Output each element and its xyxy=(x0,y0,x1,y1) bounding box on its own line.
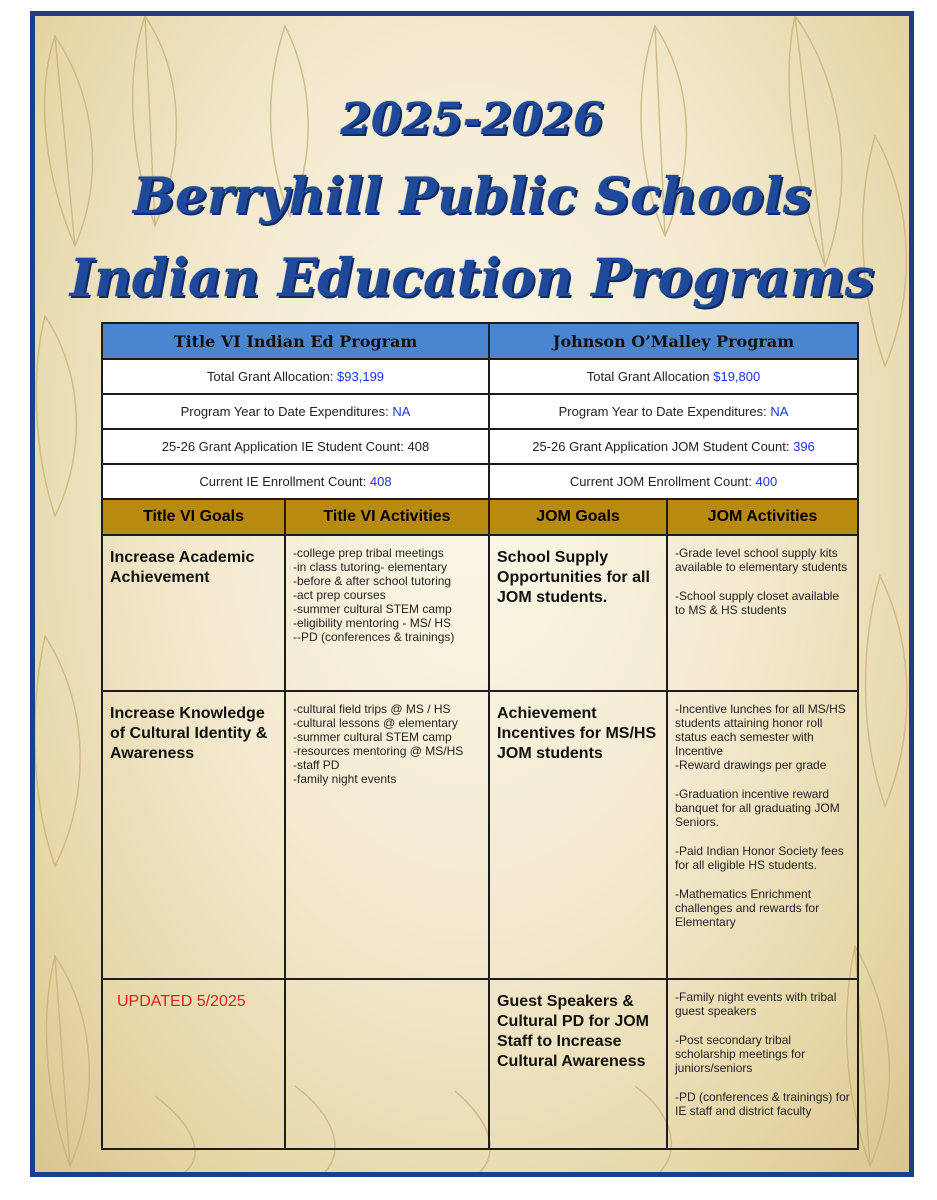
programs-table xyxy=(101,322,859,1150)
application-count-row xyxy=(102,429,858,464)
column-header-title-vi-activities: Title VI Activities xyxy=(285,499,489,535)
allocation-value: $19,800 xyxy=(713,369,761,384)
column-header-jom-activities: JOM Activities xyxy=(667,499,858,535)
allocation-label: Total Grant Allocation: xyxy=(206,369,338,384)
activity-item: -cultural field trips @ MS / HS xyxy=(293,702,451,716)
allocation-row xyxy=(102,359,858,394)
jom-program-header: Johnson O’Malley Program xyxy=(489,323,858,359)
expenditures-label: Program Year to Date Expenditures: xyxy=(558,404,771,419)
expenditures-value: NA xyxy=(770,404,789,419)
jom-goal: School Supply Opportunities for all JOM students. xyxy=(489,535,667,691)
activity-item: --PD (conferences & trainings) xyxy=(293,630,455,644)
activity-item: -family night events xyxy=(293,772,397,786)
title-vi-activities xyxy=(285,535,489,691)
activity-item: -Post secondary tribal scholarship meetings for juniors/seniors xyxy=(675,1033,806,1075)
expenditures-label: Program Year to Date Expenditures: xyxy=(180,404,393,419)
jom-goal: Guest Speakers & Cultural PD for JOM Staff to Increase Cultural Awareness xyxy=(489,979,667,1149)
enrollment-row xyxy=(102,464,858,499)
title-programs: Indian Education Programs xyxy=(69,248,875,309)
activity-item: -before & after school tutoring xyxy=(293,574,452,588)
activity-item: -PD (conferences & trainings) for IE staff and district faculty xyxy=(675,1090,850,1118)
jom-expenditures xyxy=(489,394,858,429)
activity-item: -eligibility mentoring - MS/ HS xyxy=(293,616,452,630)
goal-row xyxy=(102,535,858,691)
goal-row xyxy=(102,979,858,1149)
jom-goal: Achievement Incentives for MS/HS JOM students xyxy=(489,691,667,979)
title-vi-goal: Increase Academic Achievement xyxy=(102,535,285,691)
enrollment-value: 408 xyxy=(369,474,392,489)
column-header-title-vi-goals: Title VI Goals xyxy=(102,499,285,535)
activity-item: -college prep tribal meetings xyxy=(293,546,444,560)
activity-item: -Family night events with tribal guest speakers xyxy=(675,990,837,1018)
activity-item: -cultural lessons @ elementary xyxy=(293,716,458,730)
activity-item: -Mathematics Enrichment challenges and rewards for Elementary xyxy=(675,887,820,929)
column-header-row xyxy=(102,499,858,535)
title-vi-activities-empty xyxy=(285,979,489,1149)
activity-item: -Grade level school supply kits available to elementary students xyxy=(675,546,848,574)
title-vi-allocation xyxy=(102,359,489,394)
expenditures-row xyxy=(102,394,858,429)
application-count-value: 396 xyxy=(793,439,815,454)
title-district: Berryhill Public Schools xyxy=(132,166,812,225)
title-vi-expenditures xyxy=(102,394,489,429)
activity-item: -Paid Indian Honor Society fees for all eligible HS students. xyxy=(675,844,844,872)
goal-row xyxy=(102,691,858,979)
activity-item: -act prep courses xyxy=(293,588,386,602)
program-header-row xyxy=(102,323,858,359)
activity-item: -Graduation incentive reward banquet for all graduating JOM Seniors. xyxy=(675,787,840,829)
application-count-label: 25-26 Grant Application IE Student Count: 408 xyxy=(161,439,430,454)
title-vi-program-header: Title VI Indian Ed Program xyxy=(102,323,489,359)
jom-enrollment xyxy=(489,464,858,499)
activity-item: -Reward drawings per grade xyxy=(675,758,827,772)
activity-item: -in class tutoring- elementary xyxy=(293,560,448,574)
title-year: 2025-2026 xyxy=(340,94,604,145)
activity-item: -resources mentoring @ MS/HS xyxy=(293,744,464,758)
enrollment-label: Current JOM Enrollment Count: xyxy=(569,474,756,489)
column-header-jom-goals: JOM Goals xyxy=(489,499,667,535)
title-vi-enrollment xyxy=(102,464,489,499)
activity-item: -School supply closet available to MS & HS students xyxy=(675,589,840,617)
poster xyxy=(30,11,914,1177)
jom-activities xyxy=(667,691,858,979)
jom-activities xyxy=(667,535,858,691)
allocation-label: Total Grant Allocation xyxy=(586,369,714,384)
application-count-label: 25-26 Grant Application JOM Student Count: xyxy=(532,439,794,454)
activity-item: -staff PD xyxy=(293,758,340,772)
title-vi-application-count xyxy=(102,429,489,464)
jom-application-count xyxy=(489,429,858,464)
jom-activities xyxy=(667,979,858,1149)
allocation-value: $93,199 xyxy=(337,369,385,384)
activity-item: -summer cultural STEM camp xyxy=(293,602,452,616)
jom-allocation xyxy=(489,359,858,394)
activity-item: -summer cultural STEM camp xyxy=(293,730,452,744)
enrollment-label: Current IE Enrollment Count: xyxy=(199,474,370,489)
expenditures-value: NA xyxy=(392,404,411,419)
enrollment-value: 400 xyxy=(755,474,778,489)
updated-note: UPDATED 5/2025 xyxy=(102,979,285,1149)
title-vi-activities xyxy=(285,691,489,979)
title-vi-goal: Increase Knowledge of Cultural Identity & Awareness xyxy=(102,691,285,979)
activity-item: -Incentive lunches for all MS/HS students attaining honor roll status each semester with Incentive xyxy=(675,702,846,758)
